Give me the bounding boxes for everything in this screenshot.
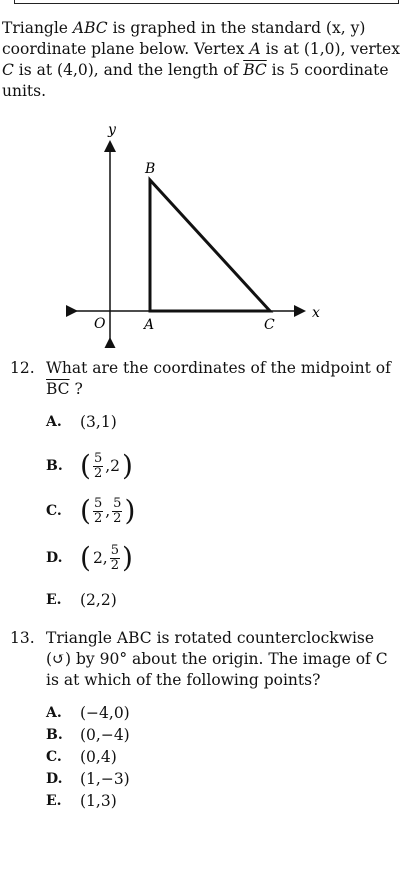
paren-left: ( [80,449,91,482]
intro-vertex-a: A [249,40,261,58]
question-stem: Triangle ABC is rotated counterclockwise (↺) by 90° about the origin. The image of C is at which of the following points? [46,629,388,689]
paren-left: ( [80,541,91,574]
intro-triangle: ABC [72,19,108,37]
intro-segment-bc: $\overline{BC}$ [243,61,267,79]
question-12 [10,358,400,400]
q13-option-c[interactable] [46,746,117,768]
option-head: 2, [92,549,108,567]
option-text: (0,−4) [80,726,130,744]
paren-right: ) [124,494,136,527]
intro-vertex-c: C [2,61,14,79]
paren-left: ( [80,494,91,527]
q12-option-b[interactable] [46,451,133,481]
intro-text: is at (4,0), and the length of [13,61,244,79]
intro-text: is at (1,0), vertex [260,40,400,58]
fraction [93,452,103,481]
comma: , [105,502,111,520]
numerator: 5 [113,495,122,511]
triangle-figure [60,118,360,348]
option-math [80,541,133,574]
option-text: (0,4) [80,748,117,766]
numerator: 5 [93,450,103,466]
option-text: (1,3) [80,792,117,810]
q13-option-b[interactable] [46,724,130,746]
numerator: 5 [110,542,120,558]
option-text: (−4,0) [80,704,130,722]
q12-option-a[interactable] [46,411,117,433]
q12-option-e[interactable] [46,589,117,611]
option-letter: D. [46,550,63,566]
fraction [112,497,122,526]
option-letter: E. [46,592,62,608]
label-b: B [145,161,156,177]
option-math [80,494,136,527]
option-letter: D. [46,771,63,787]
q13-option-e[interactable] [46,790,117,812]
problem-intro [2,18,402,102]
option-text: (2,2) [80,591,117,609]
q12-option-d[interactable] [46,543,133,573]
intro-text: is graphed in the standard (x, y) coordinate plane below. Vertex [2,19,366,58]
option-letter: B. [46,727,63,743]
question-stem [46,358,400,400]
fraction [110,544,120,573]
option-letter: B. [46,458,63,474]
option-letter: C. [46,749,62,765]
option-letter: E. [46,793,62,809]
stem-end: ? [69,380,83,398]
option-letter: A. [46,414,62,430]
q12-option-c[interactable] [46,496,135,526]
label-origin: O [94,316,106,332]
intro-text: is 5 coordinate units. [2,61,389,100]
question-number: 12. [10,359,35,377]
intro-text: Triangle [2,19,73,37]
fraction [93,497,103,526]
option-letter: A. [46,705,62,721]
denominator: 2 [110,557,120,573]
option-text: (3,1) [80,413,117,431]
option-tail: ,2 [105,457,121,475]
q13-option-a[interactable] [46,702,130,724]
triangle-abc [150,180,270,311]
previous-answer-box [14,0,399,4]
question-13 [10,628,400,691]
label-c: C [264,317,275,333]
label-a: A [144,317,155,333]
stem-text: What are the coordinates of the midpoint of [46,359,391,377]
q13-option-d[interactable] [46,768,130,790]
stem-segment: $\overline{BC}$ [46,380,70,398]
label-y: y [108,122,116,138]
paren-right: ) [122,449,133,482]
option-letter: C. [46,503,62,519]
numerator: 5 [93,495,103,511]
paren-right: ) [122,541,133,574]
label-x: x [312,305,320,321]
denominator: 2 [93,510,103,526]
option-text: (1,−3) [80,770,130,788]
denominator: 2 [93,465,103,481]
option-math [80,449,133,482]
denominator: 2 [113,510,122,526]
question-number: 13. [10,629,35,647]
